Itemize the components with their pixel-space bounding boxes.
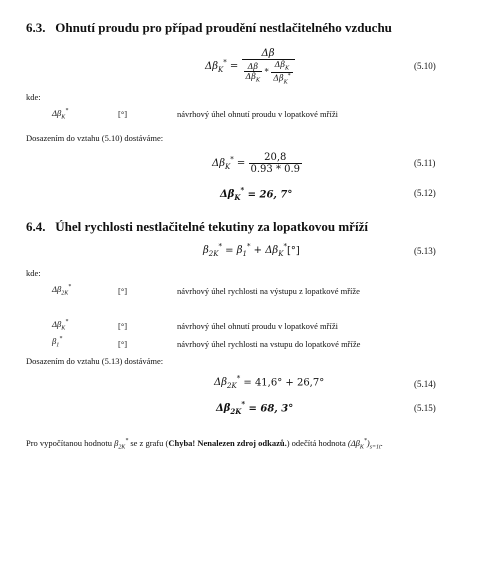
definition-symbol: $\Delta\beta_K^*$ (52, 108, 69, 121)
broken-reference-error[interactable]: Chyba! Nenalezen zdroj odkazů. (168, 437, 287, 448)
definition-description: návrhový úhel rychlosti na výstupu z lopatkové mříže (177, 286, 360, 296)
equation-5-10: $\Delta\beta_K^*$ = Δβ $\frac{\Delta\beta}{\Delta\beta_K}$ * $\frac{\Delta\beta_K}{\Delta\beta_K^*}$ (205, 48, 295, 85)
definition-symbol: $\Delta\beta_K^*$ (52, 319, 69, 332)
equation-number: (5.15) (414, 403, 436, 413)
definition-description: návrhový úhel rychlosti na vstupu do lopatkové mříže (177, 339, 361, 349)
equation-5-13: $\beta_{2K}^* = \beta_1^* + \Delta\beta_K^*[^\circ]$ (203, 243, 300, 259)
fraction-numerator: Δβ (261, 48, 275, 59)
substitution-text: Dosazením do vztahu (5.13) dostáváme: (26, 356, 164, 366)
equation-5-15: $\Delta\beta_{2K}^* = 68$, 3° (216, 400, 294, 417)
kde-label: kde: (26, 92, 41, 102)
fraction-denominator: 0.93 * 0.9 (250, 164, 301, 175)
closing-paragraph: Pro vypočítanou hodnotu $\beta_{2K}^*$ se z grafu (Chyba! Nenalezen zdroj odkazů.) odečítá hodnota $(\Delta\beta_K^*)_{s=1t}$. (26, 437, 383, 451)
equation-5-14: $\Delta\beta_{2K}^* = 41,6^\circ + 26,7^\circ$ (214, 375, 325, 391)
equation-number: (5.12) (414, 188, 436, 198)
definition-symbol: $\beta_1^*$ (52, 336, 63, 349)
section-title: Úhel rychlosti nestlačitelné tekutiny za lopatkovou mříží (55, 219, 368, 234)
equation-number: (5.10) (414, 61, 436, 71)
equation-5-12: $\Delta\beta_K^* = 26$, 7° (220, 186, 293, 203)
equation-5-11: $\Delta\beta_K^*$ = $\frac{20,8}{0.93 * 0.9}$ (212, 152, 301, 175)
substitution-text: Dosazením do vztahu (5.10) dostáváme: (26, 133, 164, 143)
equation-number: (5.14) (414, 379, 436, 389)
section-heading-6-3 (26, 20, 392, 36)
section-number: 6.4. (26, 219, 46, 234)
section-number: 6.3. (26, 20, 46, 35)
equation-number: (5.11) (414, 158, 436, 168)
definition-unit: [°] (118, 286, 128, 296)
definition-symbol: $\Delta\beta_{2K}^*$ (52, 284, 72, 297)
definition-unit: [°] (118, 109, 128, 119)
fraction-numerator: 20,8 (264, 152, 287, 163)
section-title: Ohnutí proudu pro případ proudění nestlačitelného vzduchu (55, 20, 392, 35)
definition-unit: [°] (118, 339, 128, 349)
kde-label: kde: (26, 268, 41, 278)
definition-description: návrhový úhel ohnutí proudu v lopatkové mříži (177, 109, 338, 119)
eq-fraction (242, 48, 295, 85)
definition-description: návrhový úhel ohnutí proudu v lopatkové mříži (177, 321, 338, 331)
fraction-denominator: $\frac{\Delta\beta}{\Delta\beta_K}$ * $\frac{\Delta\beta_K}{\Delta\beta_K^*}$ (242, 59, 295, 85)
definition-unit: [°] (118, 321, 128, 331)
equation-number: (5.13) (414, 246, 436, 256)
eq-lhs: $\Delta\beta_K^*$ (205, 58, 227, 74)
section-heading-6-4 (26, 219, 368, 235)
